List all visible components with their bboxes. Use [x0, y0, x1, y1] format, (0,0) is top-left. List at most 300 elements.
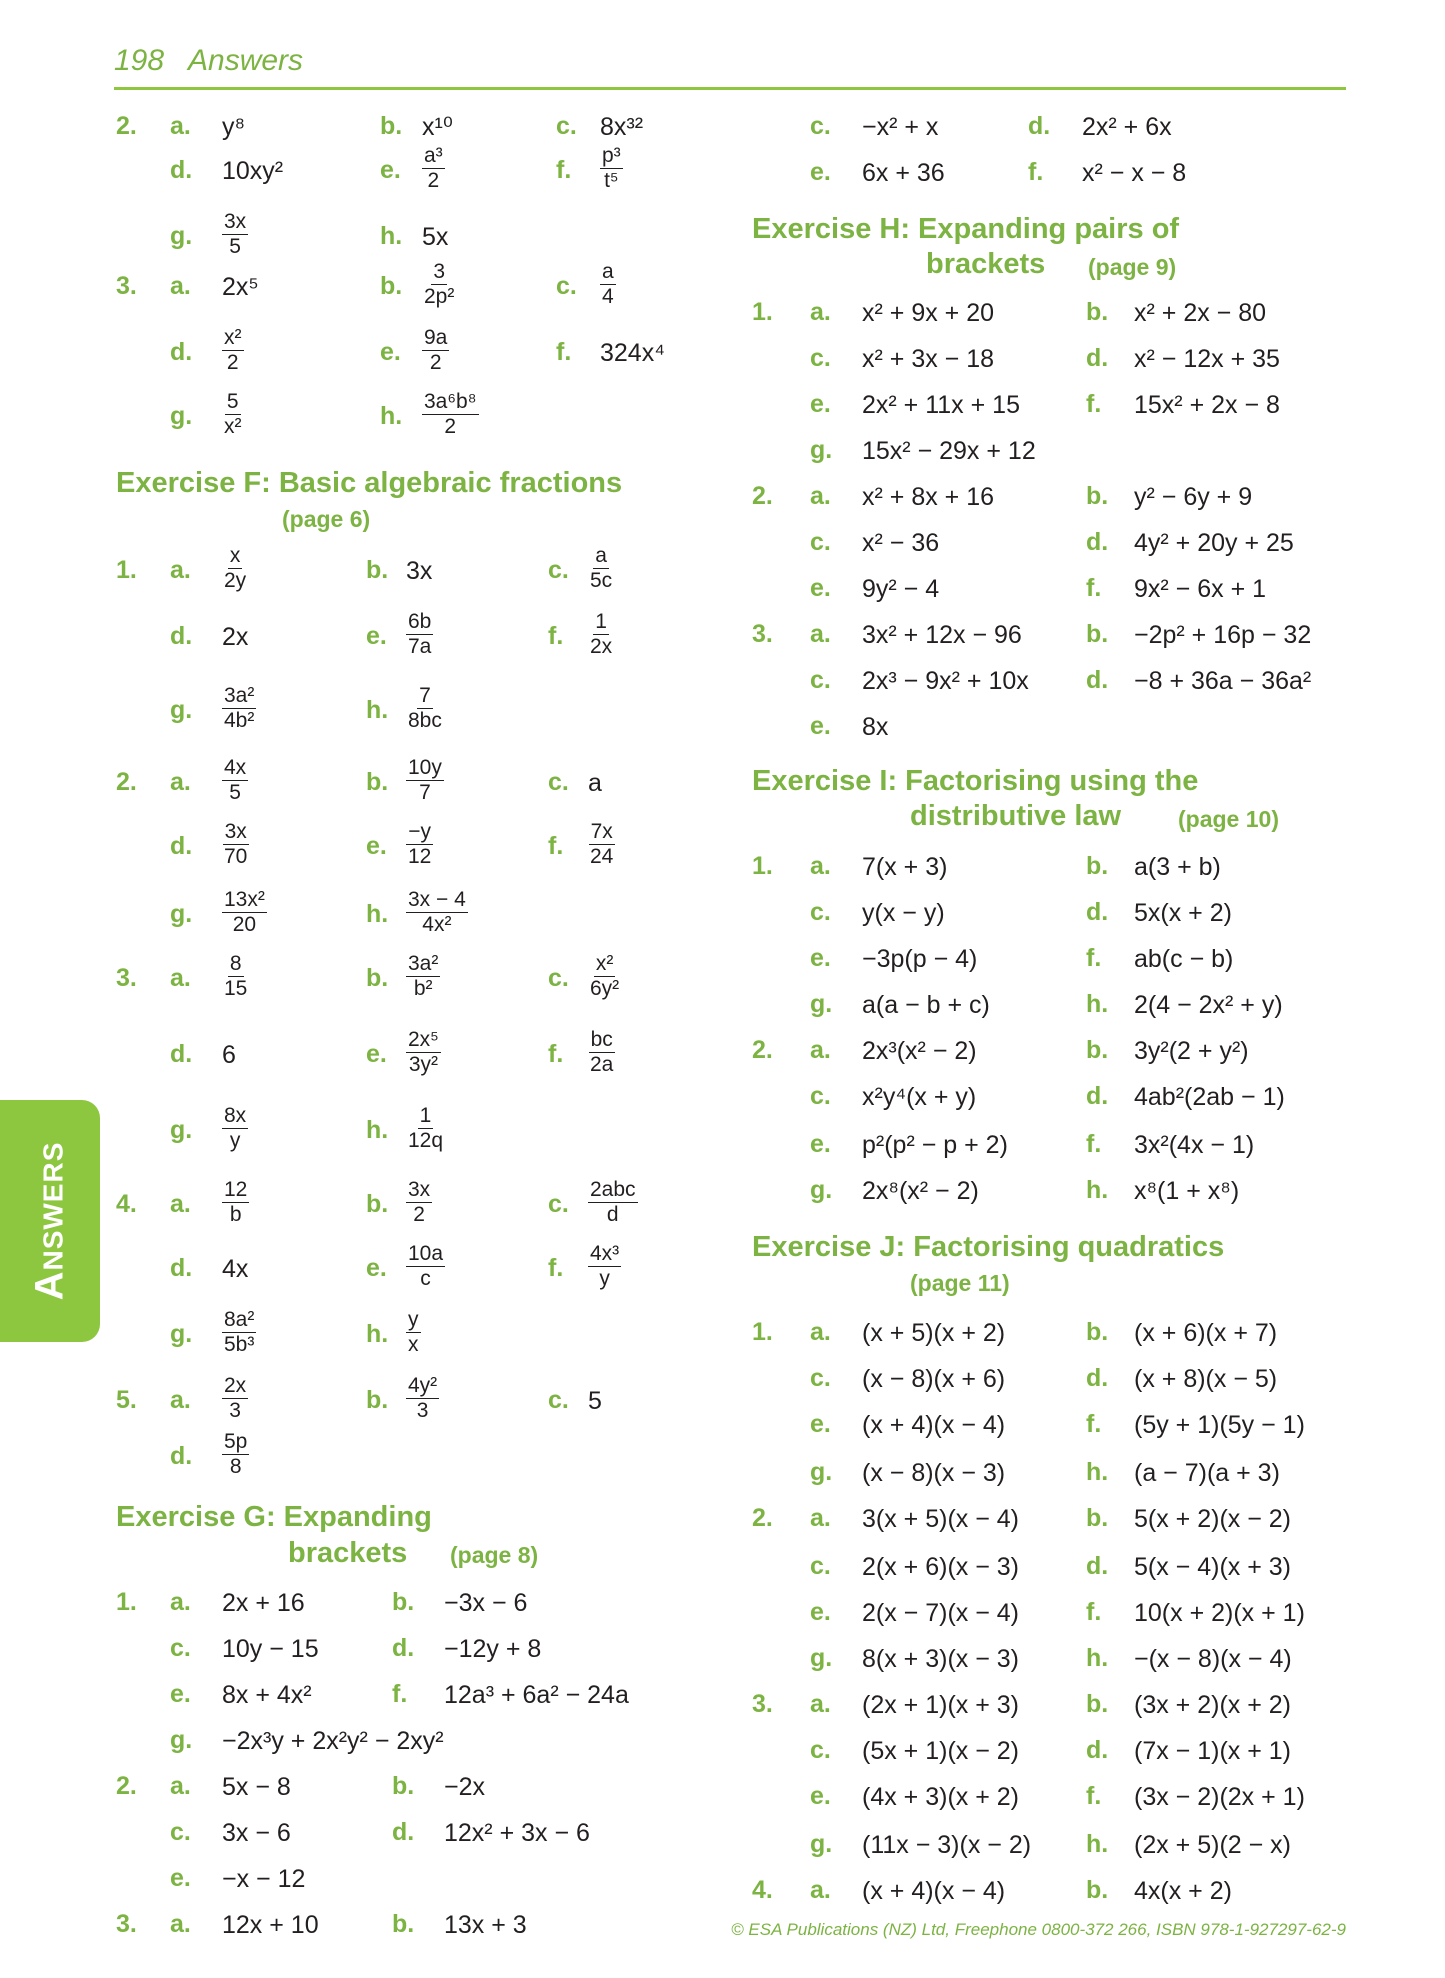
item-letter: c. — [810, 344, 831, 372]
fraction-numerator: 2x⁵ — [408, 1028, 439, 1051]
fraction-denominator: 2y — [224, 569, 247, 592]
answer-text: 2(4 − 2x² + y) — [1134, 991, 1283, 1019]
answer-fraction — [222, 210, 248, 259]
item-letter: b. — [366, 1190, 389, 1218]
answer-fraction — [588, 1178, 638, 1227]
fraction-denominator: y — [229, 1129, 241, 1152]
fraction-numerator: p³ — [602, 144, 621, 167]
answer-text: 12x + 10 — [222, 1911, 319, 1939]
answer-fraction — [406, 1374, 439, 1423]
answer-text: x² + 8x + 16 — [862, 483, 995, 511]
fraction-denominator: 70 — [224, 845, 248, 868]
answer-text: x² − 12x + 35 — [1134, 345, 1280, 373]
item-letter: a. — [170, 964, 191, 992]
fraction-numerator: a — [602, 260, 614, 283]
item-letter: b. — [1086, 1036, 1109, 1064]
item-letter: f. — [392, 1680, 408, 1708]
item-letter: f. — [548, 832, 564, 860]
item-letter: f. — [1086, 1130, 1102, 1158]
exercise-g-title-line1: Exercise G: Expanding — [116, 1501, 432, 1533]
item-letter: e. — [366, 1040, 387, 1068]
fraction-denominator: 3y² — [408, 1053, 439, 1076]
answer-text: 2(x − 7)(x − 4) — [862, 1599, 1019, 1627]
item-letter: d. — [1028, 112, 1051, 140]
fraction-numerator: x² — [595, 952, 614, 975]
item-letter: f. — [548, 622, 564, 650]
answer-fraction — [406, 684, 444, 733]
fraction-numerator: 8x — [224, 1104, 247, 1127]
item-letter: a. — [170, 1190, 191, 1218]
fraction-denominator: 15 — [224, 977, 248, 1000]
item-letter: f. — [1086, 1410, 1102, 1438]
fraction-denominator: 3 — [416, 1399, 429, 1422]
left-column — [0, 0, 720, 1978]
fraction-numerator: −y — [408, 820, 432, 843]
answer-fraction — [406, 1242, 445, 1291]
item-letter: a. — [810, 620, 831, 648]
item-letter: b. — [366, 964, 389, 992]
answer-fraction — [222, 1178, 249, 1227]
answer-fraction — [222, 390, 244, 439]
item-letter: a. — [170, 768, 191, 796]
item-letter: a. — [170, 272, 191, 300]
fraction-numerator: 8a² — [224, 1308, 255, 1331]
exercise-h-page: (page 9) — [1088, 254, 1177, 280]
answer-text: −x − 12 — [222, 1865, 306, 1893]
answer-fraction — [422, 326, 449, 375]
item-letter: e. — [366, 1254, 387, 1282]
exercise-g-page: (page 8) — [450, 1542, 539, 1568]
answer-text: x² − x − 8 — [1082, 159, 1187, 187]
fraction-numerator: 1 — [595, 610, 607, 633]
item-letter: a. — [810, 1690, 831, 1718]
fraction-denominator: 2x — [590, 635, 613, 658]
item-letter: b. — [380, 272, 403, 300]
answer-fraction — [222, 684, 256, 733]
item-letter: h. — [380, 402, 403, 430]
item-letter: c. — [548, 1386, 569, 1414]
item-letter: c. — [548, 964, 569, 992]
item-letter: a. — [170, 1772, 191, 1800]
answer-text: 8x + 4x² — [222, 1681, 312, 1709]
item-letter: b. — [1086, 1876, 1109, 1904]
answer-text: (2x + 1)(x + 3) — [862, 1691, 1019, 1719]
exercise-j-page: (page 11) — [910, 1270, 1010, 1296]
answer-text: (x + 6)(x + 7) — [1134, 1319, 1278, 1347]
fraction-denominator: 5 — [229, 235, 241, 258]
answer-fraction — [222, 544, 248, 593]
item-letter: c. — [556, 272, 577, 300]
item-letter: a. — [170, 112, 191, 140]
item-letter: b. — [366, 768, 389, 796]
fraction-numerator: 3x — [408, 1178, 431, 1201]
item-letter: h. — [366, 696, 389, 724]
exercise-j-title: Exercise J: Factorising quadratics — [752, 1231, 1225, 1263]
item-letter: a. — [170, 1588, 191, 1616]
item-letter: c. — [810, 528, 831, 556]
item-letter: d. — [170, 832, 193, 860]
item-letter: h. — [366, 900, 389, 928]
fraction-denominator: x — [408, 1333, 419, 1356]
answer-fraction — [222, 888, 267, 937]
question-number: 2. — [752, 482, 773, 510]
answer-text: 3x − 6 — [222, 1819, 291, 1847]
answer-text: a(a − b + c) — [862, 991, 990, 1019]
answer-text: (4x + 3)(x + 2) — [862, 1783, 1019, 1811]
answer-text: −3p(p − 4) — [862, 945, 978, 973]
answer-text: 4ab²(2ab − 1) — [1134, 1083, 1285, 1111]
answer-fraction — [588, 544, 614, 593]
item-letter: c. — [548, 556, 569, 584]
answer-text: 2x⁵ — [222, 273, 259, 301]
item-letter: h. — [366, 1116, 389, 1144]
exercise-f-title: Exercise F: Basic algebraic fractions — [116, 467, 623, 499]
fraction-numerator: a — [595, 544, 607, 567]
answer-text: 2x² + 11x + 15 — [862, 391, 1020, 419]
exercise-i-title-line2: distributive law — [910, 800, 1122, 832]
item-letter: e. — [810, 1782, 831, 1810]
item-letter: b. — [380, 112, 403, 140]
answer-fraction — [222, 952, 249, 1001]
item-letter: c. — [810, 898, 831, 926]
answer-fraction — [406, 610, 433, 659]
item-letter: e. — [810, 390, 831, 418]
item-letter: a. — [170, 1386, 191, 1414]
answer-fraction — [422, 144, 445, 193]
fraction-denominator: 12 — [408, 845, 432, 868]
fraction-denominator: 5 — [229, 781, 241, 804]
answer-text: 4x(x + 2) — [1134, 1877, 1232, 1905]
answer-text: 5 — [588, 1387, 602, 1415]
answer-text: a — [588, 769, 602, 797]
fraction-numerator: 8 — [229, 952, 242, 975]
item-letter: d. — [392, 1818, 415, 1846]
item-letter: a. — [170, 556, 191, 584]
item-letter: e. — [170, 1864, 191, 1892]
question-number: 2. — [752, 1036, 773, 1064]
answer-fraction — [222, 1430, 249, 1479]
item-letter: d. — [170, 1442, 193, 1470]
fraction-denominator: 8bc — [408, 709, 442, 732]
item-letter: c. — [810, 1736, 831, 1764]
fraction-denominator: 7 — [419, 781, 431, 804]
fraction-numerator: x — [229, 544, 241, 567]
item-letter: g. — [810, 436, 833, 464]
item-letter: e. — [170, 1680, 191, 1708]
question-number: 2. — [752, 1504, 773, 1532]
answer-text: (7x − 1)(x + 1) — [1134, 1737, 1291, 1765]
question-number: 3. — [116, 272, 137, 300]
answer-text: 7(x + 3) — [862, 853, 948, 881]
item-letter: b. — [1086, 1690, 1109, 1718]
answer-text: y(x − y) — [862, 899, 945, 927]
item-letter: g. — [170, 696, 193, 724]
exercise-i-title-line1: Exercise I: Factorising using the — [752, 765, 1199, 797]
answer-fraction — [422, 260, 456, 309]
item-letter: d. — [1086, 344, 1109, 372]
fraction-numerator: 5p — [224, 1430, 248, 1453]
answer-text: x²y⁴(x + y) — [862, 1083, 977, 1111]
fraction-numerator: 3 — [433, 260, 446, 283]
item-letter: b. — [1086, 1318, 1109, 1346]
answer-fraction — [406, 1308, 421, 1357]
item-letter: g. — [810, 1830, 833, 1858]
answer-text: 12x² + 3x − 6 — [444, 1819, 590, 1847]
answer-text: p²(p² − p + 2) — [862, 1131, 1008, 1159]
question-number: 2. — [116, 1772, 137, 1800]
fraction-denominator: 4b² — [224, 709, 255, 732]
item-letter: e. — [380, 338, 401, 366]
item-letter: f. — [556, 338, 572, 366]
answer-text: (11x − 3)(x − 2) — [862, 1831, 1032, 1859]
answer-fraction — [222, 1374, 248, 1423]
answer-text: (2x + 5)(2 − x) — [1134, 1831, 1291, 1859]
answer-text: y⁸ — [222, 113, 246, 141]
page-number: 198 — [114, 44, 165, 77]
answer-text: 2x — [222, 623, 249, 651]
answer-text: 6 — [222, 1041, 236, 1069]
exercise-i-page: (page 10) — [1178, 806, 1279, 832]
fraction-denominator: 6y² — [590, 977, 620, 1000]
question-number: 4. — [116, 1190, 137, 1218]
question-number: 1. — [752, 298, 773, 326]
answer-text: −8 + 36a − 36a² — [1134, 667, 1312, 695]
item-letter: a. — [810, 852, 831, 880]
answer-text: (3x − 2)(2x + 1) — [1134, 1783, 1305, 1811]
answer-fraction — [406, 1104, 445, 1153]
item-letter: h. — [1086, 990, 1109, 1018]
answer-text: a(3 + b) — [1134, 853, 1221, 881]
fraction-denominator: c — [420, 1267, 431, 1290]
answer-fraction — [588, 952, 621, 1001]
item-letter: a. — [810, 1318, 831, 1346]
answer-text: (a − 7)(a + 3) — [1134, 1459, 1280, 1487]
answer-text: (x + 5)(x + 2) — [862, 1319, 1006, 1347]
answer-fraction — [588, 820, 615, 869]
question-number: 5. — [116, 1386, 137, 1414]
answer-text: x⁸(1 + x⁸) — [1134, 1177, 1240, 1205]
fraction-numerator: x² — [224, 326, 242, 349]
item-letter: h. — [1086, 1458, 1109, 1486]
item-letter: e. — [810, 1598, 831, 1626]
answer-text: 4y² + 20y + 25 — [1134, 529, 1294, 557]
item-letter: d. — [1086, 1082, 1109, 1110]
answer-fraction — [222, 326, 244, 375]
fraction-numerator: a³ — [424, 144, 443, 167]
answer-text: 8x³² — [600, 113, 644, 141]
answer-fraction — [406, 1028, 441, 1077]
item-letter: b. — [366, 1386, 389, 1414]
item-letter: a. — [810, 1876, 831, 1904]
item-letter: c. — [810, 1552, 831, 1580]
answer-fraction — [406, 820, 433, 869]
fraction-numerator: 4y² — [408, 1374, 438, 1397]
item-letter: f. — [548, 1254, 564, 1282]
item-letter: f. — [1086, 1598, 1102, 1626]
answer-fraction — [588, 1028, 615, 1077]
fraction-denominator: 2p² — [424, 285, 455, 308]
answer-text: (x − 8)(x − 3) — [862, 1459, 1006, 1487]
answer-text: 5x(x + 2) — [1134, 899, 1232, 927]
item-letter: b. — [1086, 620, 1109, 648]
item-letter: a. — [810, 482, 831, 510]
item-letter: e. — [366, 832, 387, 860]
answer-text: x² − 36 — [862, 529, 940, 557]
fraction-numerator: 12 — [224, 1178, 248, 1201]
item-letter: d. — [170, 1040, 193, 1068]
answer-text: 5x — [422, 223, 449, 251]
answer-text: 3y²(2 + y²) — [1134, 1037, 1249, 1065]
item-letter: b. — [1086, 298, 1109, 326]
fraction-denominator: 3 — [229, 1399, 241, 1422]
item-letter: b. — [1086, 482, 1109, 510]
fraction-numerator: 9a — [424, 326, 448, 349]
item-letter: c. — [810, 1082, 831, 1110]
answer-text: 5(x − 4)(x + 3) — [1134, 1553, 1291, 1581]
answer-text: 10y − 15 — [222, 1635, 319, 1663]
right-column — [720, 0, 1445, 1978]
item-letter: e. — [810, 574, 831, 602]
exercise-h-title-line2: brackets — [926, 248, 1046, 280]
answer-text: −x² + x — [862, 113, 939, 141]
item-letter: g. — [810, 1644, 833, 1672]
answer-text: x¹⁰ — [422, 113, 453, 141]
item-letter: c. — [810, 1364, 831, 1392]
fraction-numerator: 10y — [408, 756, 442, 779]
answer-fraction — [588, 1242, 621, 1291]
answer-text: 2x² + 6x — [1082, 113, 1172, 141]
answer-text: 324x⁴ — [600, 339, 665, 367]
fraction-denominator: 2 — [429, 351, 442, 374]
item-letter: d. — [1086, 1552, 1109, 1580]
item-letter: f. — [556, 156, 572, 184]
fraction-denominator: 2 — [427, 169, 440, 192]
item-letter: a. — [170, 1910, 191, 1938]
item-letter: d. — [170, 156, 193, 184]
answer-fraction — [222, 820, 249, 869]
fraction-denominator: x² — [224, 415, 242, 438]
fraction-numerator: bc — [590, 1028, 613, 1051]
fraction-numerator: 3x — [224, 210, 247, 233]
answer-text: −2x — [444, 1773, 486, 1801]
fraction-numerator: 3a² — [224, 684, 255, 707]
item-letter: h. — [380, 222, 403, 250]
answer-fraction — [406, 756, 444, 805]
item-letter: b. — [392, 1910, 415, 1938]
answer-text: x² + 2x − 80 — [1134, 299, 1267, 327]
answer-text: y² − 6y + 9 — [1134, 483, 1253, 511]
question-number: 4. — [752, 1876, 773, 1904]
answer-text: 5(x + 2)(x − 2) — [1134, 1505, 1291, 1533]
answer-text: 4x — [222, 1255, 249, 1283]
fraction-denominator: 20 — [232, 913, 257, 936]
item-letter: b. — [1086, 1504, 1109, 1532]
item-letter: f. — [1086, 390, 1102, 418]
question-number: 1. — [116, 556, 137, 584]
question-number: 3. — [116, 1910, 137, 1938]
item-letter: e. — [366, 622, 387, 650]
answer-fraction — [222, 756, 248, 805]
answer-text: (x + 4)(x − 4) — [862, 1411, 1006, 1439]
item-letter: d. — [1086, 898, 1109, 926]
fraction-denominator: y — [599, 1267, 610, 1290]
item-letter: c. — [548, 768, 569, 796]
question-number: 3. — [116, 964, 137, 992]
item-letter: e. — [810, 1410, 831, 1438]
answer-fraction — [406, 952, 440, 1001]
fraction-denominator: b² — [413, 977, 433, 1000]
question-number: 3. — [752, 620, 773, 648]
question-number: 1. — [752, 852, 773, 880]
item-letter: g. — [170, 1116, 193, 1144]
item-letter: g. — [170, 402, 193, 430]
item-letter: f. — [1028, 158, 1044, 186]
answer-text: 3(x + 5)(x − 4) — [862, 1505, 1019, 1533]
item-letter: d. — [392, 1634, 415, 1662]
item-letter: c. — [810, 112, 831, 140]
item-letter: f. — [1086, 574, 1102, 602]
item-letter: g. — [170, 1320, 193, 1348]
fraction-denominator: 5c — [590, 569, 613, 592]
item-letter: b. — [392, 1772, 415, 1800]
fraction-numerator: 4x³ — [590, 1242, 620, 1265]
fraction-numerator: 6b — [408, 610, 432, 633]
item-letter: b. — [366, 556, 389, 584]
answer-text: 3x² + 12x − 96 — [862, 621, 1022, 649]
fraction-denominator: 4 — [602, 285, 614, 308]
item-letter: d. — [170, 622, 193, 650]
answer-text: 9y² − 4 — [862, 575, 940, 603]
fraction-denominator: 2 — [444, 415, 457, 438]
item-letter: c. — [170, 1818, 191, 1846]
answer-text: 3x — [406, 557, 433, 585]
item-letter: d. — [1086, 1364, 1109, 1392]
answer-text: 9x² − 6x + 1 — [1134, 575, 1267, 603]
answer-text: (x + 4)(x − 4) — [862, 1877, 1006, 1905]
fraction-numerator: 3x − 4 — [408, 888, 466, 911]
item-letter: g. — [170, 222, 193, 250]
answer-text: −2x³y + 2x²y² − 2xy² — [222, 1727, 444, 1755]
item-letter: e. — [380, 156, 401, 184]
item-letter: d. — [1086, 666, 1109, 694]
answer-text: −2p² + 16p − 32 — [1134, 621, 1312, 649]
fraction-numerator: 3a⁶b⁸ — [424, 390, 477, 413]
answer-text: 15x² + 2x − 8 — [1134, 391, 1280, 419]
answer-text: (3x + 2)(x + 2) — [1134, 1691, 1291, 1719]
answer-fraction — [422, 390, 479, 439]
item-letter: d. — [170, 338, 193, 366]
item-letter: e. — [810, 1130, 831, 1158]
item-letter: e. — [810, 712, 831, 740]
fraction-denominator: t⁵ — [604, 169, 619, 192]
fraction-numerator: 2x — [224, 1374, 247, 1397]
answer-text: 3x²(4x − 1) — [1134, 1131, 1255, 1159]
answer-text: 2x³ − 9x² + 10x — [862, 667, 1029, 695]
fraction-denominator: 4x² — [422, 913, 452, 936]
answer-fraction — [600, 260, 616, 309]
fraction-numerator: 2abc — [590, 1178, 636, 1201]
item-letter: h. — [366, 1320, 389, 1348]
answer-text: 12a³ + 6a² − 24a — [444, 1681, 629, 1709]
item-letter: f. — [1086, 1782, 1102, 1810]
question-number: 1. — [116, 1588, 137, 1616]
fraction-numerator: 13x² — [224, 888, 265, 911]
answer-text: 2x⁸(x² − 2) — [862, 1177, 979, 1205]
item-letter: c. — [170, 1634, 191, 1662]
answer-fraction — [406, 1178, 432, 1227]
side-tab-label: Answers — [27, 1141, 72, 1301]
question-number: 2. — [116, 768, 137, 796]
